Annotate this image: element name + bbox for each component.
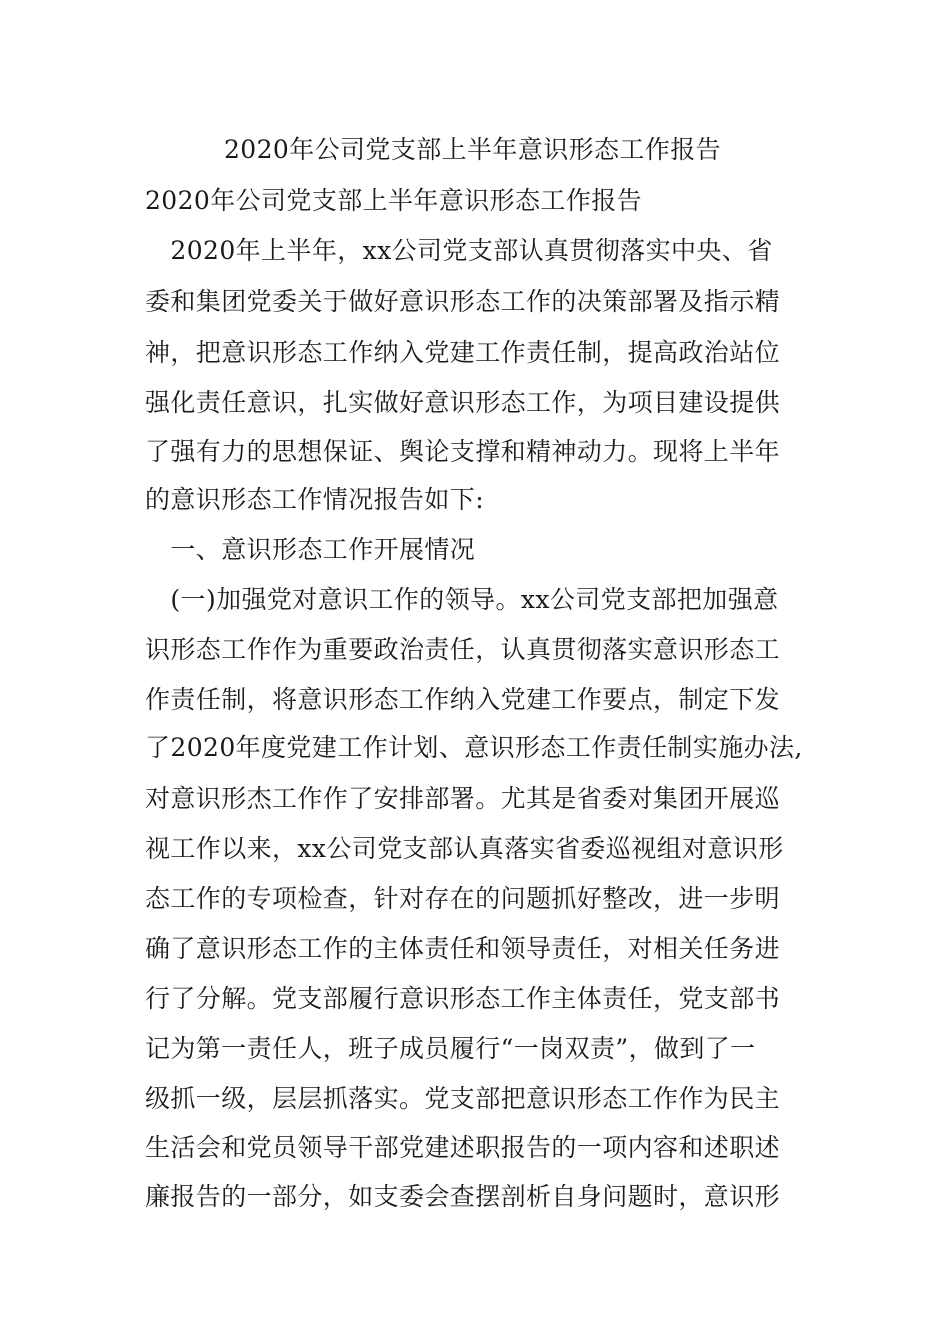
document-line: 廉报告的一部分，如支委会查摆剖析自身问题时，意识形 bbox=[145, 1182, 781, 1211]
document-line: 了强有力的思想保证、舆论支撑和精神动力。现将上半年 bbox=[145, 437, 781, 466]
document-line: 行了分解。党支部履行意识形态工作主体责任，党支部书 bbox=[145, 984, 781, 1013]
document-line: 确了意识形态工作的主体责任和领导责任，对相关任务进 bbox=[145, 934, 781, 963]
document-line: 了2020年度党建工作计划、意识形态工作责任制实施办法, bbox=[145, 733, 803, 762]
document-line: 神，把意识形态工作纳入党建工作责任制，提高政治站位 bbox=[145, 338, 781, 367]
document-title: 2020年公司党支部上半年意识形态工作报告 bbox=[224, 135, 722, 164]
document-line: 对意识形杰工作作了安排部署。尤其是省委对集团开展巡 bbox=[145, 784, 781, 813]
document-line: 态工作的专项检查，针对存在的问题抓好整改，进一步明 bbox=[145, 884, 781, 913]
document-line: 的意识形态工作情况报告如下: bbox=[145, 485, 485, 514]
document-line: 记为第一责任人，班子成员履行“一岗双责”，做到了一 bbox=[145, 1034, 756, 1063]
document-line: (一)加强党对意识工作的领导。xx公司党支部把加强意 bbox=[145, 585, 779, 614]
document-line: 2020年上半年，xx公司党支部认真贯彻落实中央、省 bbox=[145, 236, 773, 265]
document-line: 强化责任意识，扎实做好意识形态工作，为项目建设提供 bbox=[145, 388, 781, 417]
document-line: 视工作以来，xx公司党支部认真落实省委巡视组对意识形 bbox=[145, 834, 784, 863]
document-line: 级抓一级，层层抓落实。党支部把意识形态工作作为民主 bbox=[145, 1084, 781, 1113]
section-heading: 一、意识形态工作开展情况 bbox=[145, 535, 476, 564]
document-line: 生活会和党员领导干部党建述职报告的一项内容和述职述 bbox=[145, 1133, 781, 1162]
document-line: 2020年公司党支部上半年意识形态工作报告 bbox=[145, 186, 643, 215]
document-line: 作责任制，将意识形态工作纳入党建工作要点，制定下发 bbox=[145, 685, 781, 714]
document-line: 识形态工作作为重要政治责任，认真贯彻落实意识形态工 bbox=[145, 635, 781, 664]
document-line: 委和集团党委关于做好意识形态工作的决策部署及指示精 bbox=[145, 287, 781, 316]
